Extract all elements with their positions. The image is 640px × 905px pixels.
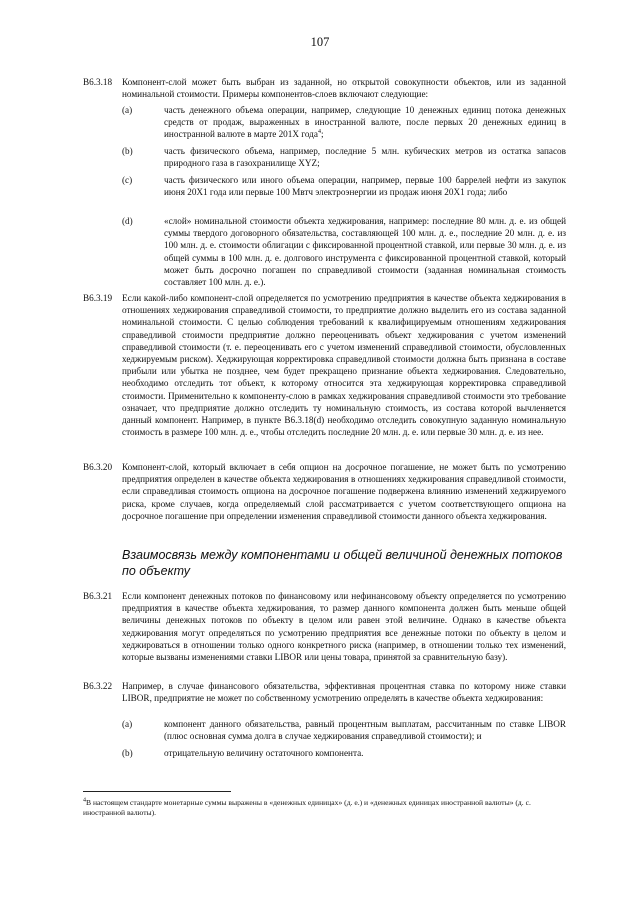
list-item [122,215,566,288]
paragraph-b6-3-21 [83,590,566,663]
page-number: 107 [310,35,330,49]
paragraph-number: B6.3.21 [83,591,113,601]
footnote-text: В настоящем стандарте монетарные суммы выражены в «денежных единицах» (д. е.) и «денежных единицах иностранной валюты» (д. с. иностранной валюты). [83,798,531,817]
list-item-label: (d) [122,216,133,226]
list-item-text: отрицательную величину остаточного компонента. [164,748,364,758]
paragraph-number: B6.3.18 [83,77,113,87]
list-item-label: (c) [122,175,133,185]
paragraph-number: B6.3.22 [83,681,113,691]
list-item-label: (a) [122,105,133,115]
paragraph-b6-3-20 [83,461,566,522]
list-item-label: (a) [122,719,133,729]
list-item [122,747,566,759]
paragraph-text: Если какой-либо компонент-слой определяется по усмотрению предприятия в качестве объекта хеджирования в отношениях хеджирования справедливой стоимости, то предприятие должно выделить его из состава заданной номинальной стоимости. С целью соблюдения требований к квалифицируемым отношениям хеджирования справедливой стоимости предприятие должно переоценивать объект хеджирования с учетом изменений справедливой стоимости (т. е. переоценивать его с учетом изменений справедливой стоимости, обусловленных хеджируемым риском). Хеджирующая корректировка справедливой стоимости должна быть признана в составе прибыли или убытка не позднее, чем будет прекращено признание объекта хеджирования. Следовательно, необходимо отследить тот объект, к которому относится эта хеджирующая корректировка справедливой стоимости. Применительно к компоненту-слою в рамках хеджирования справедливой стоимости это требование означает, что предприятие должно отследить ту номинальную стоимость, из состава которой вычленяется данный компонент. Например, в пункте B6.3.18(d) необходимо отследить совокупную заданную номинальную стоимость в размере 100 млн. д. е., чтобы отследить последние 20 млн. д. е. или первые 30 млн. д. е. из нее. [122,293,566,438]
section-heading: Взаимосвязь между компонентами и общей величиной денежных потоков по объекту [122,548,563,578]
list-item-text: часть денежного объема операции, например, следующие 10 денежных единиц потока денежных средств от продаж, выраженных в иностранной валюте, после первых 20 денежных единиц в иностранной валюте в марте 201X года$^4$; [164,105,566,140]
list-item [122,104,566,141]
paragraph-text: Компонент-слой может быть выбран из заданной, но открытой совокупности объектов, или из заданной номинальной стоимости. Примеры компонентов-слоев включают следующие: [122,77,566,100]
paragraph-text: Компонент-слой, который включает в себя опцион на досрочное погашение, не может быть по усмотрению предприятия определен в качестве объекта хеджирования в отношениях хеджирования справедливой стоимости, если справедливая стоимость опциона на досрочное погашение подвержена влиянию изменений хеджируемого риска, кроме случаев, когда определяемый слой рассматривается с учетом соответствующего опциона на досрочное погашение при определении изменения справедливой стоимости данного объекта хеджирования. [122,462,566,521]
footnote-divider [83,791,231,792]
paragraph-number: B6.3.20 [83,462,113,472]
list-item-label: (b) [122,748,133,758]
list-item-text: компонент данного обязательства, равный процентным выплатам, рассчитанным по ставке LIBOR (плюс основная сумма долга в случае хеджирования справедливой стоимости); и [164,719,566,742]
footnote [83,798,566,818]
list-item [122,145,566,169]
list-item-label: (b) [122,146,133,156]
list-item-text: часть физического объема, например, последние 5 млн. кубических метров из остатка запасов природного газа в газохранилище XYZ; [164,146,566,169]
paragraph-b6-3-19 [83,292,566,438]
footnote-marker: 4 [83,797,86,804]
list-item-text: «слой» номинальной стоимости объекта хеджирования, например: последние 80 млн. д. е. из общей суммы твердого договорного обязательства, составляющей 100 млн. д. е., последние 20 млн. д. е. из 100 млн. д. е. стоимости облигации с фиксированной процентной ставкой, или первые 30 млн. д. е. из общей суммы в 100 млн. д. е. долгового инструмента с фиксированной процентной ставкой, который может быть досрочно погашен по справедливой стоимости (заданная номинальная стоимость составляет 100 млн. д. е.). [164,216,566,288]
list-item-text: часть физического или иного объема операции, например, первые 100 баррелей нефти из закупок июня 20X1 года или первые 100 Мвтч электроэнергии из продаж июня 20X1 года; либо [164,175,566,198]
paragraph-b6-3-18 [83,76,566,100]
paragraph-b6-3-22 [83,680,566,704]
paragraph-number: B6.3.19 [83,293,113,303]
paragraph-text: Если компонент денежных потоков по финансовому или нефинансовому объекту определяется по усмотрению предприятия в качестве объекта хеджирования, то размер данного компонента должен быть меньше общей величины денежных потоков по объекту в целом или равен этой величине. Однако в качестве объекта хеджирования могут определяться по усмотрению предприятия все денежные потоки по объекту в целом и хеджироваться в отношении только одного конкретного риска (например, в отношении только тех изменений, которые вызваны изменениями ставки LIBOR или цены товара, принятой за сравнительную базу). [122,591,566,663]
list-item [122,718,566,742]
list-item [122,174,566,198]
footnote-reference[interactable]: 4 [317,129,321,136]
paragraph-text: Например, в случае финансового обязательства, эффективная процентная ставка по которому ниже ставки LIBOR, предприятие не может по собственному усмотрению определять в качестве объекта хеджирования: [122,681,566,704]
